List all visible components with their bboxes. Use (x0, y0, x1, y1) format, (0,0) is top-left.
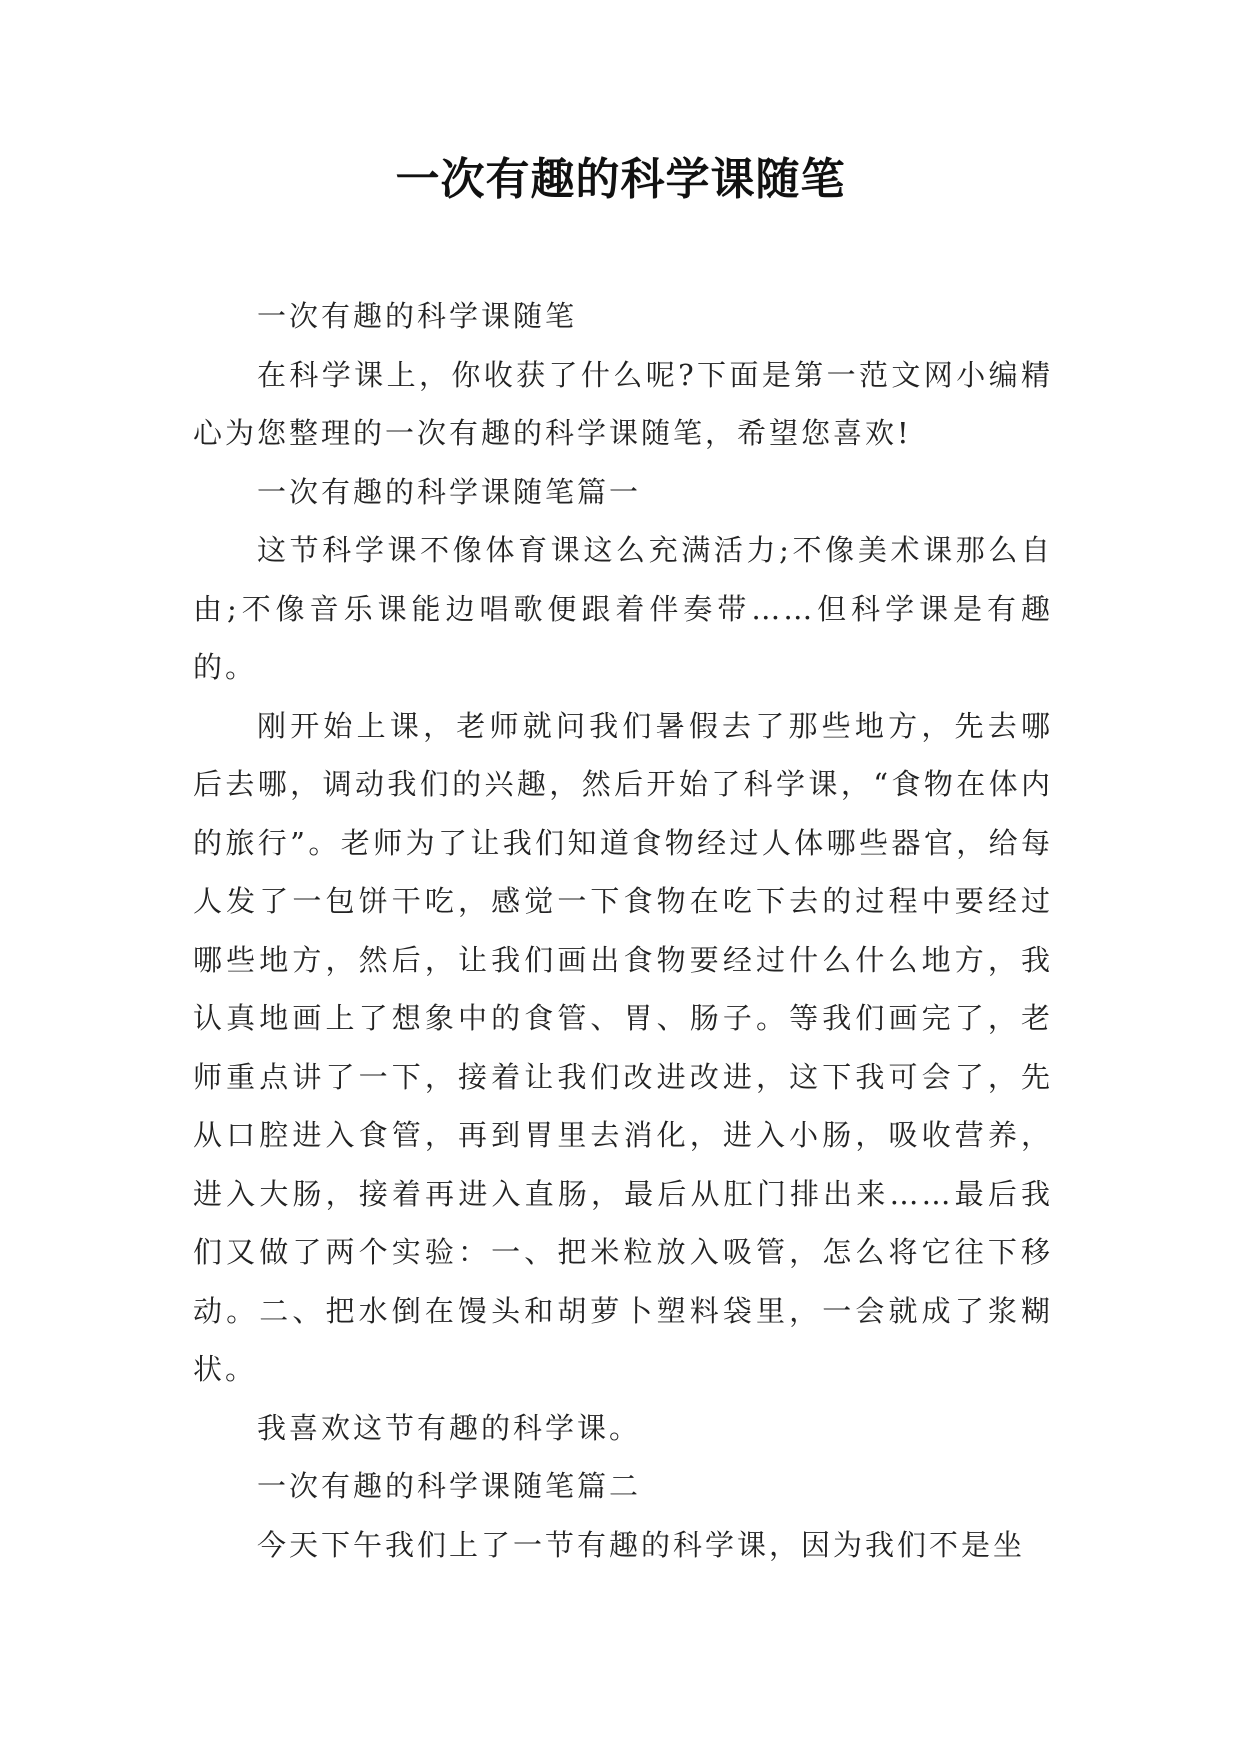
paragraph-intro: 在科学课上，你收获了什么呢?下面是第一范文网小编精心为您整理的一次有趣的科学课随笔，希望您喜欢! (193, 357, 1053, 450)
paragraph-part-two-opening: 今天下午我们上了一节有趣的科学课，因为我们不是坐 (257, 1527, 1026, 1562)
section-heading-part-one: 一次有趣的科学课随笔篇一 (257, 474, 642, 509)
document-body (193, 287, 1053, 1574)
document-title: 一次有趣的科学课随笔 (395, 154, 846, 205)
paragraph-subtitle: 一次有趣的科学课随笔 (257, 299, 578, 333)
paragraph-part-one-closing: 我喜欢这节有趣的科学课。 (257, 1410, 642, 1445)
section-heading-part-two: 一次有趣的科学课随笔篇二 (257, 1469, 642, 1503)
paragraph-part-one-opening: 这节科学课不像体育课这么充满活力;不像美术课那么自由;不像音乐课能边唱歌便跟着伴奏带……但科学课是有趣的。 (193, 533, 1053, 684)
paragraph-part-one-body: 刚开始上课，老师就问我们暑假去了那些地方，先去哪后去哪，调动我们的兴趣，然后开始了科学课，“食物在体内的旅行”。老师为了让我们知道食物经过人体哪些器官，给每人发了一包饼干吃，感觉一下食物在吃下去的过程中要经过哪些地方，然后，让我们画出食物要经过什么什么地方，我认真地画上了想象中的食管、胃、肠子。等我们画完了，老师重点讲了一下，接着让我们改进改进，这下我可会了，先从口腔进入食管，再到胃里去消化，进入小肠，吸收营养，进入大肠，接着再进入直肠，最后从肛门排出来……最后我们又做了两个实验：一、把米粒放入吸管，怎么将它往下移动。二、把水倒在馒头和胡萝卜塑料袋里，一会就成了浆糊状。 (193, 708, 1053, 1386)
